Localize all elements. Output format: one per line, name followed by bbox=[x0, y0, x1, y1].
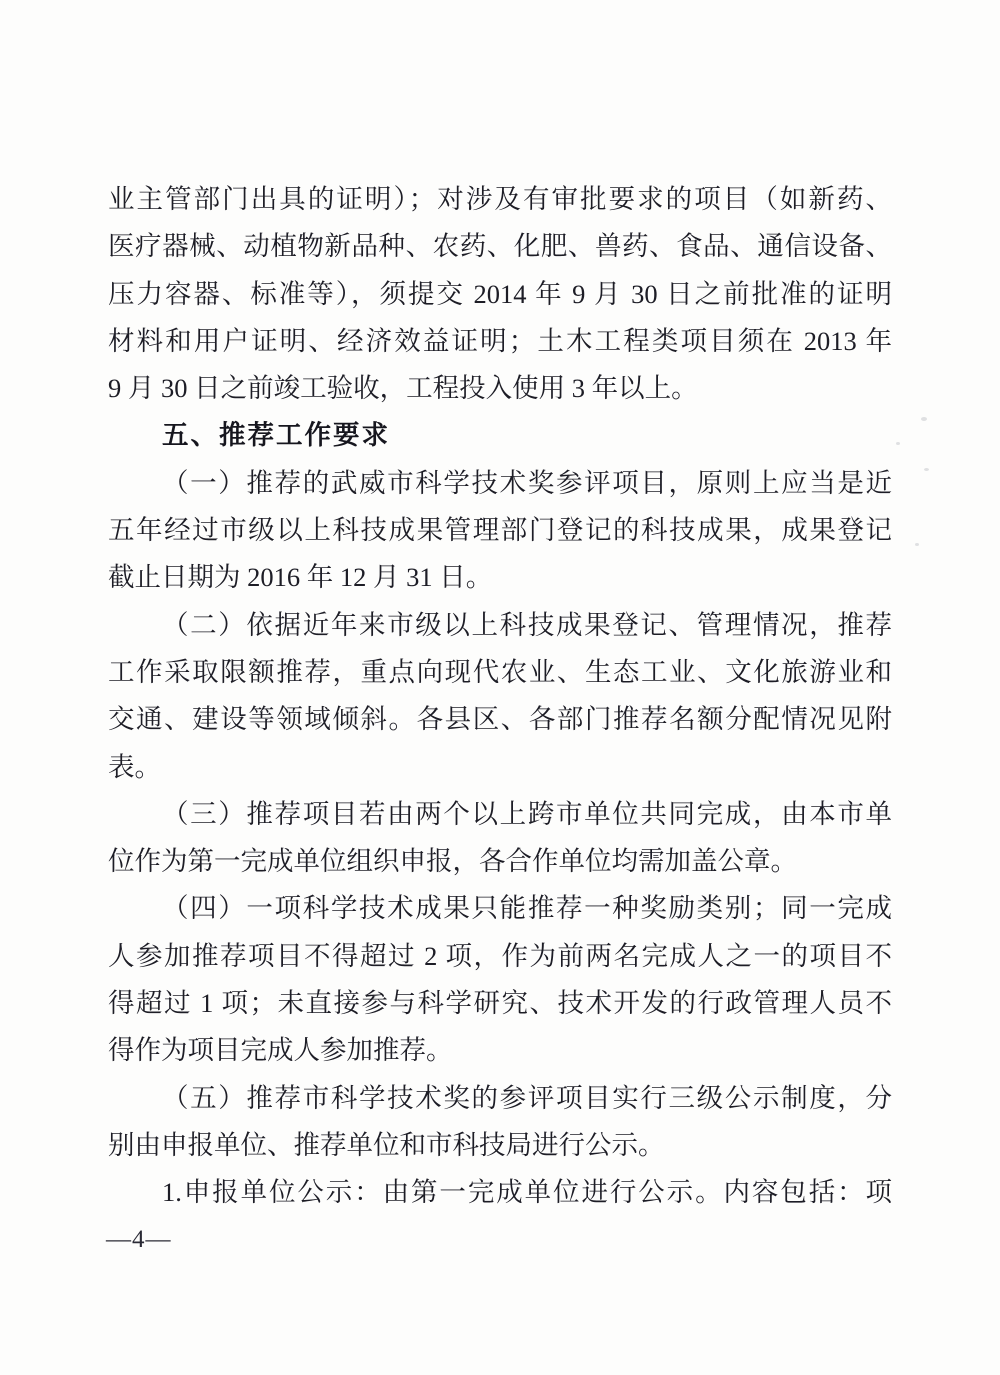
para-item-four-line-3: 得超过 1 项；未直接参与科学研究、技术开发的行政管理人员不 bbox=[108, 988, 892, 1019]
para-item-one-line-1: （一）推荐的武威市科学技术奖参评项目，原则上应当是近 bbox=[162, 467, 892, 498]
para-continuation-requirements-line-5: 9 月 30 日之前竣工验收，工程投入使用 3 年以上。 bbox=[108, 373, 698, 404]
scan-speck bbox=[924, 468, 929, 471]
para-continuation-requirements-line-3: 压力容器、标准等），须提交 2014 年 9 月 30 日之前批准的证明 bbox=[108, 278, 892, 309]
scan-speck bbox=[921, 417, 927, 421]
scan-speck bbox=[915, 543, 919, 546]
para-item-four-line-4: 得作为项目完成人参加推荐。 bbox=[108, 1035, 453, 1066]
para-item-four-line-1: （四）一项科学技术成果只能推荐一种奖励类别；同一完成 bbox=[162, 893, 892, 924]
heading-section-five-line-1: 五、推荐工作要求 bbox=[162, 420, 390, 451]
page-number: —4— bbox=[106, 1226, 172, 1253]
para-item-two-line-2: 工作采取限额推荐，重点向现代农业、生态工业、文化旅游业和 bbox=[108, 656, 892, 687]
para-item-three-line-2: 位作为第一完成单位组织申报，各合作单位均需加盖公章。 bbox=[108, 846, 797, 877]
document-body bbox=[108, 176, 892, 1217]
para-item-five-line-2: 别由申报单位、推荐单位和市科技局进行公示。 bbox=[108, 1129, 665, 1160]
para-item-two-line-3: 交通、建设等领域倾斜。各县区、各部门推荐名额分配情况见附 bbox=[108, 704, 892, 735]
para-item-two-line-1: （二）依据近年来市级以上科技成果登记、管理情况，推荐 bbox=[162, 609, 892, 640]
para-continuation-requirements-line-2: 医疗器械、动植物新品种、农药、化肥、兽药、食品、通信设备、 bbox=[108, 231, 892, 262]
para-continuation-requirements-line-1: 业主管部门出具的证明）；对涉及有审批要求的项目（如新药、 bbox=[108, 184, 892, 214]
para-item-one-line-2: 五年经过市级以上科技成果管理部门登记的科技成果，成果登记 bbox=[108, 515, 892, 546]
para-item-five-line-1: （五）推荐市科学技术奖的参评项目实行三级公示制度，分 bbox=[162, 1082, 892, 1113]
scan-speck bbox=[896, 442, 900, 445]
para-continuation-requirements-line-4: 材料和用户证明、经济效益证明；土木工程类项目须在 2013 年 bbox=[108, 325, 892, 356]
para-item-three-line-1: （三）推荐项目若由两个以上跨市单位共同完成，由本市单 bbox=[162, 798, 892, 829]
para-item-two-line-4: 表。 bbox=[108, 751, 161, 782]
para-item-one-line-3: 截止日期为 2016 年 12 月 31 日。 bbox=[108, 562, 493, 593]
para-item-four-line-2: 人参加推荐项目不得超过 2 项，作为前两名完成人之一的项目不 bbox=[108, 940, 892, 971]
para-publicity-one-line-1: 1.申报单位公示：由第一完成单位进行公示。内容包括：项 bbox=[162, 1177, 892, 1208]
